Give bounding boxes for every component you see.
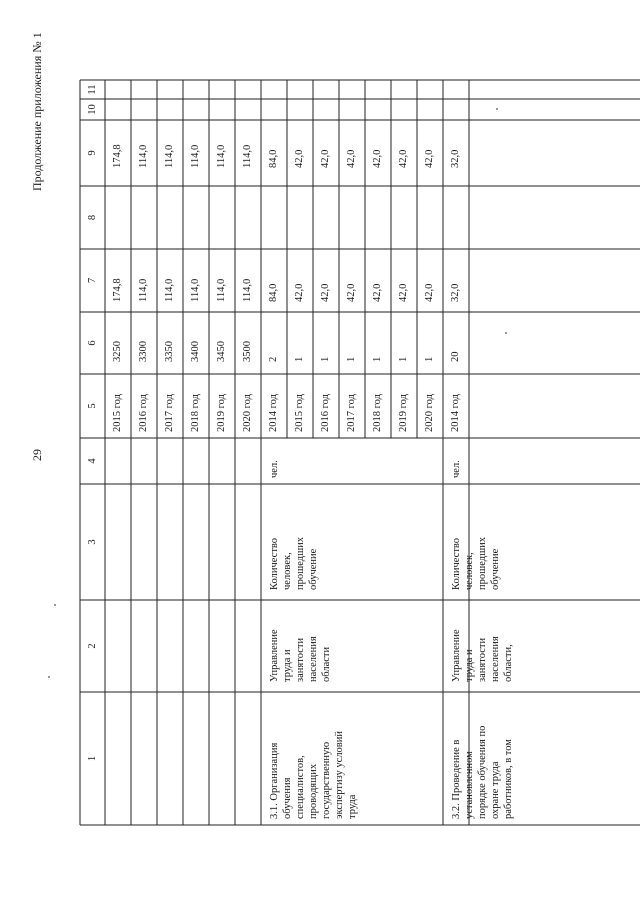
scan-speck: [48, 676, 50, 678]
measure-name: государственную: [321, 741, 332, 819]
value-cell: 42,0: [320, 149, 331, 168]
responsible-executor: труда и: [464, 649, 475, 682]
indicator-name: человек,: [282, 552, 293, 590]
measure-name: установленном: [464, 751, 475, 819]
unit-cell: чел.: [451, 460, 462, 478]
responsible-executor: Управление: [451, 629, 462, 682]
column-number: 7: [87, 277, 98, 284]
indicator-name: обучение: [490, 548, 501, 590]
indicator-name: прошедших: [477, 536, 488, 590]
value-cell: 1: [424, 356, 435, 362]
value-cell: 42,0: [346, 283, 357, 302]
measure-name: 3.1. Организация: [269, 742, 280, 819]
responsible-executor: области: [321, 646, 332, 682]
year-cell: 2015 год: [294, 394, 305, 432]
responsible-executor: Управление: [269, 629, 280, 682]
measure-name: проводящих: [308, 763, 319, 819]
scan-speck: [54, 604, 56, 606]
column-number: 1: [87, 755, 98, 762]
value-cell: 3250: [112, 341, 123, 362]
value-cell: 114,0: [242, 144, 253, 168]
responsible-executor: области,: [503, 644, 514, 682]
value-cell: 32,0: [450, 149, 461, 168]
value-cell: 84,0: [268, 149, 279, 168]
value-cell: 1: [372, 356, 383, 362]
scan-speck: [496, 108, 498, 110]
responsible-executor: занятости: [477, 637, 488, 682]
responsible-executor: населения: [308, 636, 319, 682]
value-cell: 1: [346, 356, 357, 362]
indicator-name: Количество: [451, 537, 462, 590]
value-cell: 42,0: [372, 283, 383, 302]
value-cell: 42,0: [294, 149, 305, 168]
scan-speck: [505, 332, 507, 334]
value-cell: 174,8: [112, 144, 123, 168]
year-cell: 2014 год: [450, 394, 461, 432]
value-cell: 84,0: [268, 283, 279, 302]
year-cell: 2016 год: [138, 394, 149, 432]
column-number: 10: [87, 104, 98, 115]
value-cell: 114,0: [138, 144, 149, 168]
value-cell: 42,0: [424, 283, 435, 302]
value-cell: 3400: [190, 341, 201, 362]
year-cell: 2016 год: [320, 394, 331, 432]
measure-name: порядке обучения по: [477, 725, 488, 819]
measure-name: труда: [347, 794, 358, 819]
value-cell: 3300: [138, 341, 149, 362]
value-cell: 42,0: [346, 149, 357, 168]
year-cell: 2018 год: [190, 394, 201, 432]
value-cell: 114,0: [216, 278, 227, 302]
measure-name: специалистов,: [295, 755, 306, 819]
value-cell: 32,0: [450, 283, 461, 302]
year-cell: 2017 год: [164, 394, 175, 432]
value-cell: 1: [398, 356, 409, 362]
responsible-executor: труда и: [282, 649, 293, 682]
value-cell: 174,8: [112, 278, 123, 302]
responsible-executor: занятости: [295, 637, 306, 682]
value-cell: 114,0: [190, 278, 201, 302]
appendix-caption: Продолжение приложения № 1: [30, 32, 44, 191]
value-cell: 20: [450, 351, 461, 362]
column-number: 4: [87, 458, 98, 464]
value-cell: 114,0: [190, 144, 201, 168]
value-cell: 114,0: [216, 144, 227, 168]
page-number: 29: [30, 449, 44, 461]
responsible-executor: населения: [490, 636, 501, 682]
column-number: 5: [87, 403, 98, 409]
value-cell: 42,0: [424, 149, 435, 168]
column-number: 9: [87, 150, 98, 156]
value-cell: 42,0: [398, 283, 409, 302]
value-cell: 1: [294, 356, 305, 362]
value-cell: 42,0: [372, 149, 383, 168]
value-cell: 114,0: [164, 144, 175, 168]
value-cell: 42,0: [398, 149, 409, 168]
column-number: 2: [87, 643, 98, 649]
year-cell: 2015 год: [112, 394, 123, 432]
measure-name: работников, в том: [503, 739, 514, 819]
year-cell: 2020 год: [424, 394, 435, 432]
year-cell: 2017 год: [346, 394, 357, 432]
value-cell: 114,0: [164, 278, 175, 302]
value-cell: 114,0: [138, 278, 149, 302]
year-cell: 2020 год: [242, 394, 253, 432]
indicator-name: прошедших: [295, 536, 306, 590]
measure-name: обучения: [282, 777, 293, 819]
year-cell: 2019 год: [398, 394, 409, 432]
value-cell: 42,0: [320, 283, 331, 302]
column-number: 3: [87, 539, 98, 545]
value-cell: 3350: [164, 341, 175, 362]
value-cell: 3450: [216, 341, 227, 362]
indicator-name: Количество: [269, 537, 280, 590]
value-cell: 1: [320, 356, 331, 362]
value-cell: 2: [268, 356, 279, 362]
measure-name: 3.2. Проведение в: [451, 739, 462, 819]
column-number: 8: [87, 214, 98, 221]
year-cell: 2018 год: [372, 394, 383, 432]
year-cell: 2019 год: [216, 394, 227, 432]
unit-cell: чел.: [269, 460, 280, 478]
value-cell: 42,0: [294, 283, 305, 302]
column-number: 11: [87, 84, 98, 95]
column-number: 6: [87, 340, 98, 346]
measure-name: экспертизу условий: [334, 730, 345, 819]
value-cell: 3500: [242, 341, 253, 362]
value-cell: 114,0: [242, 278, 253, 302]
indicator-name: человек,: [464, 552, 475, 590]
indicator-name: обучение: [308, 548, 319, 590]
measure-name: охране труда: [490, 761, 501, 819]
year-cell: 2014 год: [268, 394, 279, 432]
